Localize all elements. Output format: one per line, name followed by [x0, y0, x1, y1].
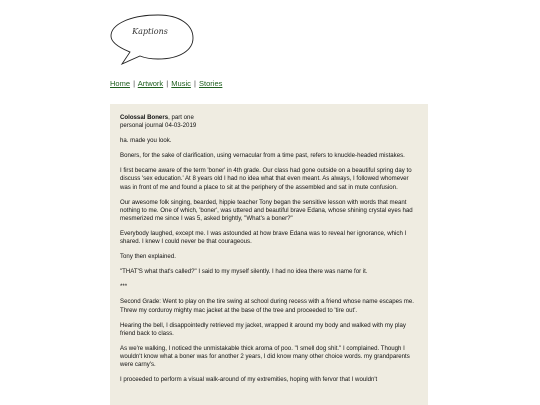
story-title-suffix: , part one: [168, 114, 194, 121]
story-paragraph: Our awesome folk singing, bearded, hippie teacher Tony began the sensitive lesson with words that meant nothing to me. One of which, 'boner', was uttered and beautiful brave Edana, whose shining crystal eyes had mesmerized me since I was 5, asked brightly, "What's a boner?": [120, 198, 413, 222]
story-paragraph: "THAT'S what that's called?" I said to my myself silently. I had no idea there was name for it.: [120, 268, 368, 276]
nav-separator: |: [133, 79, 136, 88]
nav-link-home[interactable]: Home: [110, 79, 131, 88]
story-paragraph: Second Grade: Went to play on the tire swing at school during recess with a friend whose name escapes me. Threw my corduroy mighty mac jacket at the base of the tree and proceeded to 'tire out'.: [120, 298, 414, 314]
story-panel[interactable]: [110, 104, 428, 405]
nav-link-stories[interactable]: Stories: [199, 79, 223, 88]
story-header: [120, 114, 418, 130]
section-divider: ***: [120, 283, 128, 291]
story-paragraph: ha. made you look.: [120, 137, 172, 145]
story-paragraph: Boners, for the sake of clarification, using vernacular from a time past, refers to knuckle-headed mistakes.: [120, 152, 405, 160]
story-content: [110, 104, 428, 384]
story-paragraph: Tony then explained.: [120, 253, 176, 261]
story-paragraph: Everybody laughed, except me. I was astounded at how brave Edana was to reveal her ignorance, which I shared. I knew I could never be that courageous.: [120, 229, 407, 246]
story-paragraph: As we're walking, I noticed the unmistakable thick aroma of poo. "I smell dog shit." I complained. Though I wouldn't know what a boner was for another 2 years, I did know many other choice words. my grandparents were carny's.: [120, 344, 410, 368]
nav-separator: |: [166, 79, 169, 88]
speech-bubble-icon: [108, 12, 208, 68]
story-paragraph: I proceeded to perform a visual walk-around of my extremities, hoping with fervor that I wouldn't: [120, 376, 378, 384]
story-subtitle: personal journal 04-03-2019: [120, 122, 197, 130]
nav-separator: |: [193, 79, 196, 88]
nav-link-music[interactable]: Music: [171, 79, 191, 88]
nav-link-artwork[interactable]: Artwork: [137, 79, 164, 88]
main-navigation: [110, 79, 222, 88]
story-paragraph: Hearing the bell, I disappointedly retrieved my jacket, wrapped it around my body and walked with my play friend back to class.: [120, 321, 406, 337]
story-paragraph: I first became aware of the term 'boner' in 4th grade. Our class had gone outside on a beautiful spring day to discuss 'sex education.' At 8 years old I had no idea what that even meant. As always, I followed whomever was in front of me and found a place to sit at the periphery of the assembled and sat in mute confusion.: [120, 167, 412, 191]
story-title: Colossal Boners: [120, 114, 169, 121]
logo-text: Kaptions: [132, 27, 168, 36]
site-logo[interactable]: [108, 12, 208, 68]
